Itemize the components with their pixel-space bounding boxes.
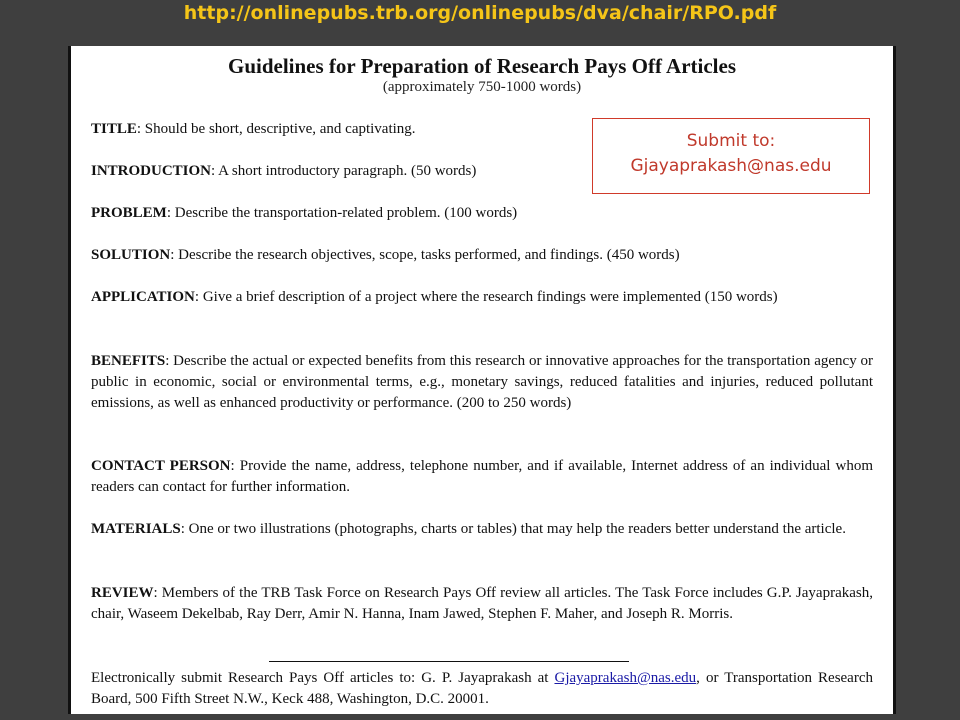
section-contact-person	[91, 456, 873, 498]
footer-text-start: Electronically submit Research Pays Off articles to: G. P. Jayaprakash at	[91, 670, 555, 686]
section-label: PROBLEM	[91, 205, 167, 221]
section-label: APPLICATION	[91, 289, 195, 305]
section-label: BENEFITS	[91, 353, 166, 369]
section-text: : Describe the actual or expected benefits from this research or innovative approaches for the transportation agency or public in economic, social or environmental terms, e.g., monetary savings, reduced fatalities and injuries, reduced pollutant emissions, as well as enhanced productivity or performance. (200 to 250 words)	[91, 353, 873, 411]
section-label: REVIEW	[91, 585, 154, 601]
section-text: : Describe the transportation-related problem. (100 words)	[166, 205, 518, 221]
divider-line	[269, 661, 629, 662]
section-label: CONTACT PERSON	[91, 458, 231, 474]
section-materials	[91, 519, 873, 540]
email-link[interactable]: Gjayaprakash@nas.edu	[554, 670, 697, 686]
section-text: : One or two illustrations (photographs, charts or tables) that may help the readers better understand the article.	[180, 521, 846, 537]
section-text: : Members of the TRB Task Force on Research Pays Off review all articles. The Task Force includes G.P. Jayaprakash, chair, Waseem Dekelbab, Ray Derr, Amir N. Hanna, Inam Jawed, Stephen F. Maher, and Joseph R. Morris.	[91, 585, 873, 622]
section-text: : A short introductory paragraph. (50 words)	[211, 163, 477, 179]
source-url: http://onlinepubs.trb.org/onlinepubs/dva/chair/RPO.pdf	[183, 2, 777, 24]
section-label: TITLE	[91, 121, 137, 137]
section-solution	[91, 245, 873, 266]
document-title: Guidelines for Preparation of Research Pays Off Articles	[227, 54, 736, 78]
section-review	[91, 583, 873, 625]
section-label: SOLUTION	[91, 247, 171, 263]
section-label: MATERIALS	[91, 521, 181, 537]
callout-label: Submit to:	[686, 131, 776, 151]
document-subtitle: (approximately 750-1000 words)	[382, 79, 582, 95]
section-benefits	[91, 351, 873, 414]
section-problem	[91, 203, 873, 224]
submit-callout	[592, 118, 870, 194]
submission-footer	[91, 668, 873, 710]
section-text: : Provide the name, address, telephone number, and if available, Internet address of an individual whom readers can contact for further information.	[91, 458, 874, 495]
section-text: : Should be short, descriptive, and captivating.	[136, 121, 416, 137]
footer-text-end: , or Transportation Research Board, 500 Fifth Street N.W., Keck 488, Washington, D.C. 20001.	[91, 670, 873, 707]
section-text: : Give a brief description of a project where the research findings were implemented (150 words)	[194, 289, 778, 305]
section-application	[91, 287, 873, 308]
section-text: : Describe the research objectives, scope, tasks performed, and findings. (450 words)	[170, 247, 680, 263]
callout-email: Gjayaprakash@nas.edu	[630, 156, 832, 176]
section-label: INTRODUCTION	[91, 163, 212, 179]
